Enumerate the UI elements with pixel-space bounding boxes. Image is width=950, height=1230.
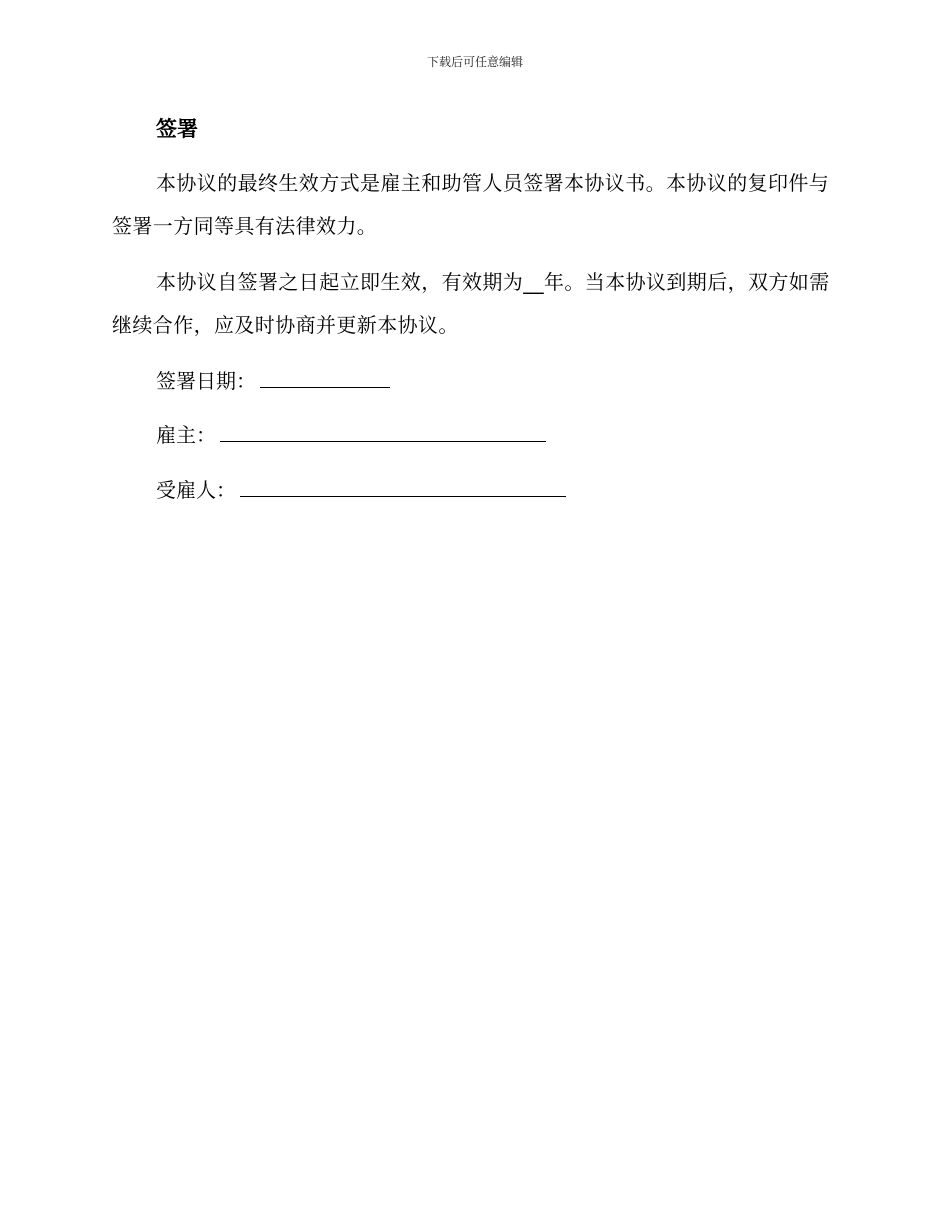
- employer-signature-line: [156, 420, 546, 450]
- employee-signature-line: [156, 475, 566, 505]
- employee-signature-blank[interactable]: [240, 476, 566, 497]
- signature-date-label: 签署日期：: [156, 369, 256, 393]
- header-note: 下载后可任意编辑: [426, 55, 523, 69]
- employee-label: 受雇人：: [156, 478, 236, 502]
- section-title: 签署: [156, 117, 198, 141]
- signature-date-line: [156, 366, 390, 396]
- paragraph-effectiveness: 本协议的最终生效方式是雇主和助管人员签署本协议书。本协议的复印件与签署一方同等具有法律效力。: [112, 171, 830, 238]
- employer-label: 雇主：: [156, 423, 216, 447]
- signature-date-blank[interactable]: [260, 367, 390, 388]
- employer-signature-blank[interactable]: [220, 421, 546, 442]
- paragraph-validity: 本协议自签署之日起立即生效，有效期为__年。当本协议到期后，双方如需继续合作，应及时协商并更新本协议。: [112, 270, 830, 337]
